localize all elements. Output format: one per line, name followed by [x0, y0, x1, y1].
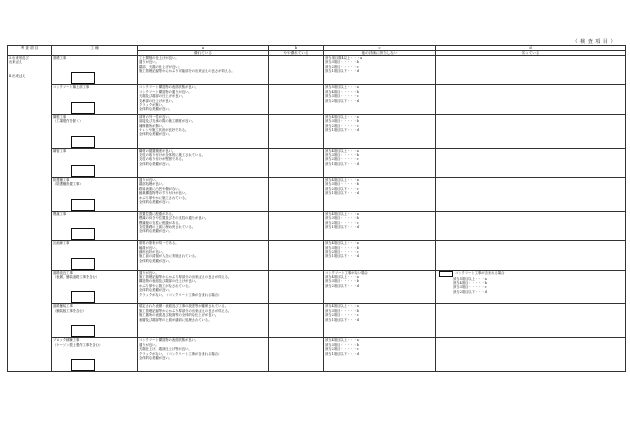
criteria-cell	[138, 304, 269, 338]
col-d-cell	[436, 241, 626, 270]
work-name: 鋼管工事	[53, 148, 67, 153]
work-cell	[52, 148, 138, 177]
grade-cell	[324, 56, 436, 85]
extra-grade-line: 該当2項目以下・・・d	[453, 289, 487, 294]
table-row	[8, 85, 626, 114]
extra-grade-line: 該当5項目以上・・・a	[453, 276, 487, 281]
criteria-item: 支柱の取り付けが堅固である。	[139, 157, 186, 162]
table-row	[8, 56, 626, 85]
score-box[interactable]	[71, 291, 95, 303]
grade-cell	[324, 241, 436, 270]
criteria-item: クラックがない。（コンクリート工事が含まれる場合）	[139, 292, 222, 297]
criteria-item: 線形良好が良い。	[139, 250, 166, 255]
grade-line: 該当1項目以下・・・d	[325, 254, 359, 259]
col-b-cell	[269, 270, 324, 304]
table-row	[8, 178, 626, 212]
grade-line: 該当2項目・・・・・c	[325, 64, 359, 69]
work-cell	[52, 211, 138, 240]
grade-line: 該当2項目・・・・・c	[325, 313, 359, 318]
grade-line: 該当1項目以下・・・d	[325, 69, 359, 74]
criteria-item: コンクリート構造物の表面状態が良い。	[139, 338, 199, 343]
col-d-cell	[436, 338, 626, 372]
work-header: 工 種	[52, 46, 138, 56]
criteria-item: 端部、天端の仕上げが良い。	[139, 64, 182, 69]
grade-line: 該当1項目以下・・・d	[325, 191, 359, 196]
table-row	[8, 270, 626, 304]
score-box[interactable]	[71, 72, 95, 84]
grade-cell	[324, 148, 436, 177]
grade-line: 該当2項目・・・・・c	[325, 123, 359, 128]
score-box[interactable]	[71, 359, 95, 371]
work-name: 道路改良工事	[53, 270, 73, 275]
grade-line: 該当3項目・・・・・b	[325, 308, 359, 313]
col-d-cell	[436, 270, 626, 304]
grade-line: 該当1項目以下・・・d	[325, 225, 359, 230]
grade-cell	[324, 338, 436, 372]
col-b-cell	[269, 178, 324, 212]
grade-cell	[324, 304, 436, 338]
grade-line: 該当1項目以下・・・d	[325, 161, 359, 166]
work-name: 区画線工事	[53, 241, 70, 246]
work-cell	[52, 304, 138, 338]
work-name: ブロック積擁工事	[53, 338, 80, 343]
work-name: （防護柵設置工事）	[53, 182, 83, 187]
criteria-item: 支柱基礎の上面に埋め戻されている。	[139, 225, 196, 230]
score-box[interactable]	[71, 325, 95, 337]
criteria-item: 通りが良い。	[139, 270, 159, 275]
col-d-cell	[436, 85, 626, 114]
criteria-item: ケレンや施工状況が良好である。	[139, 128, 189, 133]
grade-line: 該当4項目以上・・・a	[325, 211, 359, 216]
grade-line: 該当2項目以下・・・d	[325, 98, 359, 103]
criteria-item: 通りが良い。	[139, 60, 159, 65]
col-d-cell	[436, 178, 626, 212]
criteria-item: コンクリート構造物の表面状態が良い。	[139, 85, 199, 90]
criteria-item: 全体的な美観が良い。	[139, 107, 172, 112]
criteria-cell	[138, 114, 269, 148]
col-d-cell	[436, 148, 626, 177]
criteria-item: 溶接及び支承の際の施工精度が良い。	[139, 119, 196, 124]
table-body	[8, 56, 626, 372]
work-name: 基礎工事	[53, 56, 67, 60]
col-d-cell	[436, 56, 626, 85]
criteria-item: 施工管理記録等からかぶり厚部分の出来ばえの良さが伺える。	[139, 308, 232, 313]
col-c-letter: c	[324, 46, 436, 51]
grade-line: コンクリート工事がない場合	[325, 270, 368, 275]
col-d-cell	[436, 211, 626, 240]
criteria-cell	[138, 270, 269, 304]
criteria-item: 全体的な美観が良い。	[139, 229, 172, 234]
criteria-item: 施工管理記録等からかぶり厚部分の出来ばえの良さが伺える。	[139, 275, 232, 280]
work-name: 防護柵工事	[53, 178, 70, 183]
category-header: 考 査 項 目	[8, 46, 52, 56]
grade-line: 該当3項目・・・・・b	[325, 153, 359, 158]
score-box[interactable]	[71, 165, 95, 177]
grade-line: 該当1項目以下・・・d	[325, 317, 359, 322]
work-name: （表層、舗装道路工事を含む）	[53, 275, 100, 280]
col-b-cell	[269, 148, 324, 177]
criteria-cell	[138, 85, 269, 114]
work-cell	[52, 241, 138, 270]
work-name: 道路舗装工事	[53, 304, 73, 309]
col-b-cell	[269, 241, 324, 270]
col-d-label: 劣っている	[436, 51, 626, 56]
grade-line: 該当4項目以上・・・a	[325, 148, 359, 153]
page-header: （ 検 査 項 目 ）	[572, 39, 616, 45]
grade-line: 該当2項目・・・・・c	[325, 157, 359, 162]
grade-line: 該当3項目・・・・・b	[325, 216, 359, 221]
grade-cell	[324, 178, 436, 212]
criteria-item: かぶり厚やに施工がなされている。	[139, 283, 192, 288]
col-d-cell	[436, 304, 626, 338]
criteria-cell	[138, 338, 269, 372]
table-row	[8, 241, 626, 270]
grade-line: 該当3項目・・・・・c	[325, 94, 359, 99]
work-cell	[52, 85, 138, 114]
work-name: 標識工事	[53, 211, 67, 216]
score-box[interactable]	[71, 136, 95, 148]
work-cell	[52, 270, 138, 304]
criteria-item: かぶり厚やかに施工されている。	[139, 195, 189, 200]
grade-line: 該当5項目以上・・・a	[325, 85, 359, 90]
col-a-letter: a	[138, 46, 269, 51]
evaluation-table	[7, 45, 626, 372]
criteria-item: 支承部の仕上げが良い。	[139, 98, 176, 103]
criteria-item: 全体的な美観が良い。	[139, 200, 172, 205]
extra-box	[439, 271, 453, 277]
work-name: （舗装版工事を含む）	[53, 308, 86, 313]
score-box[interactable]	[71, 258, 95, 270]
table-row	[8, 211, 626, 240]
work-name: （ケーソン製上製作工事を含む）	[53, 342, 103, 347]
grade-line: 該当4項目以上・・・a	[325, 178, 359, 183]
table-row	[8, 114, 626, 148]
col-d-cell	[436, 114, 626, 148]
criteria-item: 全体的な美観が良い。	[139, 355, 172, 360]
criteria-cell	[138, 178, 269, 212]
work-name: コンクリート橋上部工事	[53, 85, 90, 90]
criteria-item: 施工箇所の表面及び段面等の全体的な仕上げが良い。	[139, 313, 219, 318]
work-name: 鋼製工事	[53, 114, 67, 119]
col-b-letter: b	[269, 46, 324, 51]
criteria-item: 支柱の取り付けが全体的に施工されている。	[139, 153, 205, 158]
criteria-item: 端部処理が良い。	[139, 182, 166, 187]
criteria-item: 標識板の支柱に配慮がある。	[139, 220, 182, 225]
grade-cell	[324, 85, 436, 114]
work-cell	[52, 56, 138, 85]
table-row	[8, 148, 626, 177]
criteria-item: 全体的な美観が良い。	[139, 258, 172, 263]
work-name: （工場製作を除く）	[53, 119, 83, 124]
criteria-item: 天端仕上げ、端部仕上げ等が良い。	[139, 347, 192, 352]
grade-line: 該当4項目以上・・・a	[325, 275, 359, 280]
score-box[interactable]	[71, 102, 95, 114]
col-d-letter: d	[436, 46, 626, 51]
grade-line: 該当3項目・・・・・b	[325, 60, 359, 65]
grade-line: 該当4項目・・・・・b	[325, 89, 359, 94]
criteria-item: 全体的な美観が良い。	[139, 288, 172, 293]
grade-line: 該当3項目・・・・・b	[325, 182, 359, 187]
grade-line: 該当3項目・・・・・b	[325, 342, 359, 347]
work-cell	[52, 178, 138, 212]
col-c-label: 他の評価に該当しない	[324, 51, 436, 56]
score-box[interactable]	[71, 228, 95, 240]
col-b-cell	[269, 85, 324, 114]
col-a-label: 優れている	[138, 51, 269, 56]
table-row	[8, 338, 626, 372]
criteria-cell	[138, 211, 269, 240]
category-cell: 3.出来形及び 出来ばえ Ⅱ.出来ばえ	[8, 56, 52, 372]
grade-line: 該当1項目以下・・・d	[325, 128, 359, 133]
grade-line: 該当3項目・・・・・b	[325, 279, 359, 284]
criteria-item: 表層及び端部等の上面が適切に処理されている。	[139, 317, 212, 322]
extra-grade-line: 該当3項目・・・・・c	[453, 285, 487, 290]
criteria-item: 植栽構造物等のすり付けが良い。	[139, 191, 189, 196]
extra-heading: コンクリート工事が含まれる場合	[455, 270, 505, 275]
criteria-item: 路肩表面に凸凹や傷がない。	[139, 186, 182, 191]
grade-line: 該当2項目・・・・・c	[325, 220, 359, 225]
extra-grade-line: 該当4項目・・・・・b	[453, 281, 487, 286]
col-b-cell	[269, 56, 324, 85]
col-b-cell	[269, 304, 324, 338]
criteria-cell	[138, 56, 269, 85]
criteria-item: 施工前の清掃が入念に実施されている。	[139, 254, 199, 259]
criteria-item: 通りが良い。	[139, 178, 159, 183]
grade-line: 該当3項目・・・・・b	[325, 119, 359, 124]
grade-line: 該当2項目以下・・・c	[325, 186, 359, 191]
grade-line: 該当1項目以下・・・d	[325, 351, 359, 356]
grade-line: 該当4項目以上・・・a	[325, 338, 359, 343]
criteria-item: 天端及び端部の仕上げが良い。	[139, 94, 186, 99]
grade-line: 該当項目数4以上・・・a	[325, 56, 363, 60]
criteria-item: 鋼材の据置精度が良い。	[139, 148, 176, 153]
criteria-item: 全体的な美観が良い。	[139, 132, 172, 137]
grade-line: 該当3項目・・・・・b	[325, 245, 359, 250]
col-b-label: やや優れている	[269, 51, 324, 56]
work-cell	[52, 114, 138, 148]
criteria-item: 規定された表層・表面及び工事の段差等が確保されている。	[139, 304, 229, 309]
criteria-item: 部材の外一性が良い。	[139, 114, 172, 119]
criteria-cell	[138, 241, 269, 270]
criteria-item: 塗料の塗布が均一である。	[139, 241, 179, 246]
col-b-cell	[269, 114, 324, 148]
criteria-item: 通りが良い。	[139, 342, 159, 347]
work-cell	[52, 338, 138, 372]
criteria-item: クラックが無い。	[139, 103, 166, 108]
grade-line: 該当4項目以上・・・a	[325, 304, 359, 309]
grade-line: 該当4項目以上・・・a	[325, 241, 359, 246]
criteria-item: 全体的な美観が良い。	[139, 161, 172, 166]
grade-cell	[324, 211, 436, 240]
criteria-item: 施工管理記録等からかぶり可能部分の出来ばえの良さが伺える。	[139, 69, 235, 74]
grade-line: 該当2項目・・・・・c	[325, 250, 359, 255]
criteria-item: コンクリート構造物の通りが良い。	[139, 89, 192, 94]
criteria-item: クラックがない。（コンクリート工事が含まれる場合）	[139, 351, 222, 356]
col-b-cell	[269, 211, 324, 240]
grade-line: 該当4項目以上・・・a	[325, 114, 359, 119]
criteria-item: 標識の向きや位置及びその支柱の通りが良い。	[139, 216, 209, 221]
criteria-item: 設置位置に配慮がある。	[139, 211, 176, 216]
criteria-item: 工土開削の仕上げが良い。	[139, 56, 179, 60]
criteria-item: 補修箇所が無い。	[139, 123, 166, 128]
grade-cell	[324, 270, 436, 304]
criteria-item: 構造物の表面及び端部の仕上げが良い。	[139, 279, 199, 284]
score-box[interactable]	[71, 199, 95, 211]
criteria-item: 幅員が良い。	[139, 245, 159, 250]
grade-line: 該当2項目以下・・・d	[325, 283, 359, 288]
grade-line: 該当2項目・・・・・c	[325, 347, 359, 352]
col-b-cell	[269, 338, 324, 372]
grade-cell	[324, 114, 436, 148]
table-row	[8, 304, 626, 338]
criteria-cell	[138, 148, 269, 177]
